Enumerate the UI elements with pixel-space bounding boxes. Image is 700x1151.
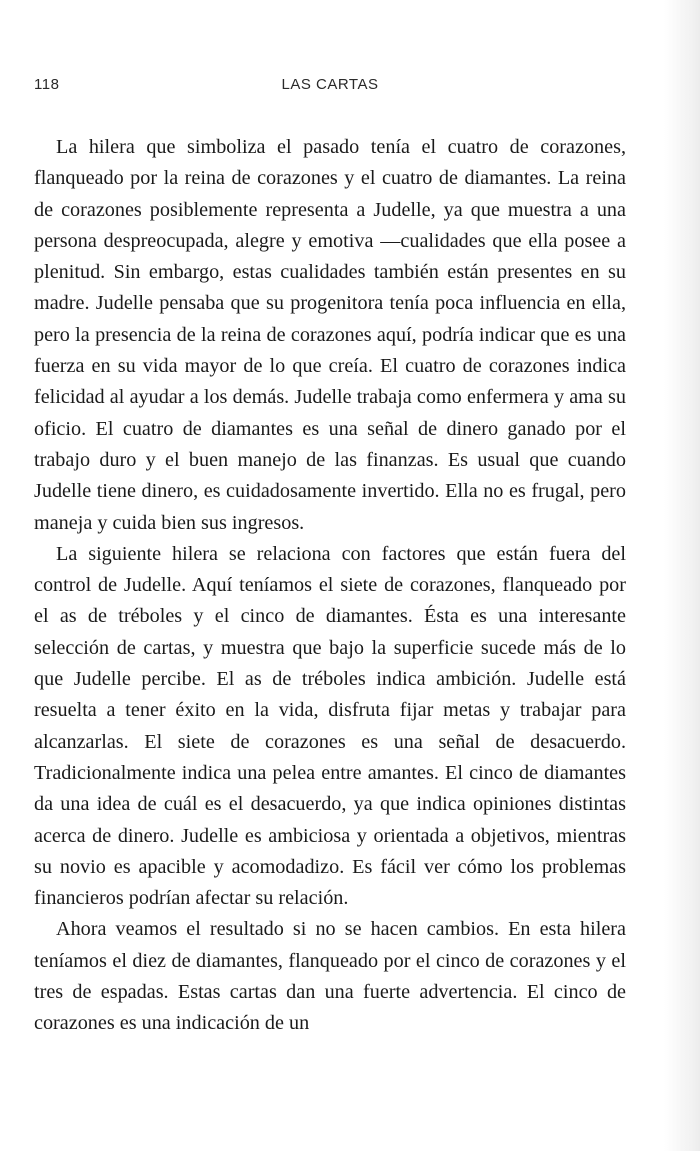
running-title: LAS CARTAS <box>281 76 379 93</box>
paragraph: Ahora veamos el resultado si no se hacen cambios. En esta hilera teníamos el diez de diamantes, flanqueado por el cinco de corazones y el tres de espadas. Estas cartas dan una fuerte advertencia. El cinco de corazones es una indicación de un <box>34 918 626 1035</box>
paragraph: La hilera que simboliza el pasado tenía el cuatro de corazones, flanqueado por la reina de corazones y el cuatro de diamantes. La reina de corazones posiblemente representa a Judelle, ya que muestra a una persona despreocupada, alegre y emotiva —cualidades que ella posee a plenitud. Sin embargo, estas cualidades también están presentes en su madre. Judelle pensaba que su progenitora tenía poca influencia en ella, pero la presencia de la reina de corazones aquí, podría indicar que es una fuerza en su vida mayor de lo que creía. El cuatro de corazones indica felicidad al ayudar a los demás. Judelle trabaja como enfermera y ama su oficio. El cuatro de diamantes es una señal de dinero ganado por el trabajo duro y el buen manejo de las finanzas. Es usual que cuando Judelle tiene dinero, es cuidadosamente invertido. Ella no es frugal, pero maneja y cuida bien sus ingresos. <box>34 136 626 534</box>
body-text <box>34 132 626 1040</box>
page-number: 118 <box>34 76 60 93</box>
page-edge-shadow <box>664 0 700 1151</box>
paragraph: La siguiente hilera se relaciona con factores que están fuera del control de Judelle. Aquí teníamos el siete de corazones, flanqueado por el as de tréboles y el cinco de diamantes. Ésta es una interesante selección de cartas, y muestra que bajo la superficie sucede más de lo que Judelle percibe. El as de tréboles indica ambición. Judelle está resuelta a tener éxito en la vida, disfruta fijar metas y trabajar para alcanzarlas. El siete de corazones es una señal de desacuerdo. Tradicionalmente indica una pelea entre amantes. El cinco de diamantes da una idea de cuál es el desacuerdo, ya que indica opiniones distintas acerca de dinero. Judelle es ambiciosa y orientada a objetivos, mientras su novio es apacible y acomodadizo. Es fácil ver cómo los problemas financieros podrían afectar su relación. <box>34 542 626 910</box>
running-head <box>34 76 626 98</box>
